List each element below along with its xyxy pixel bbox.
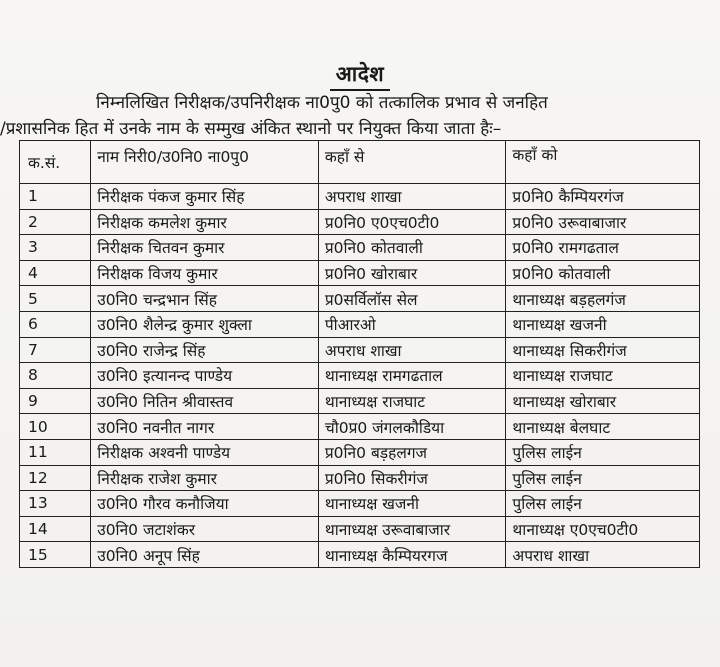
table-body — [20, 184, 700, 568]
intro-line-1: निम्नलिखित निरीक्षक/उपनिरीक्षक ना0पु0 को तत्कालिक प्रभाव से जनहित — [96, 93, 548, 113]
cell-from: पीआरओ — [318, 311, 506, 337]
header-serial: क.सं. — [20, 141, 91, 184]
table-row — [20, 542, 700, 568]
cell-to: थानाध्यक्ष बेलघाट — [506, 414, 700, 440]
cell-serial: 2 — [20, 209, 91, 235]
cell-name: उ0नि0 गौरव कनौजिया — [91, 491, 319, 517]
header-to: कहाँ को — [506, 141, 700, 184]
cell-to: थानाध्यक्ष राजघाट — [506, 363, 700, 389]
cell-serial: 3 — [20, 235, 91, 261]
cell-serial: 7 — [20, 337, 91, 363]
cell-name: निरीक्षक कमलेश कुमार — [91, 209, 319, 235]
table-row — [20, 465, 700, 491]
cell-name: निरीक्षक राजेश कुमार — [91, 465, 319, 491]
table-row — [20, 337, 700, 363]
cell-name: उ0नि0 नवनीत नागर — [91, 414, 319, 440]
table-row — [20, 491, 700, 517]
cell-name: उ0नि0 अनूप सिंह — [91, 542, 319, 568]
cell-to: पुलिस लाईन — [506, 439, 700, 465]
cell-name: उ0नि0 नितिन श्रीवास्तव — [91, 388, 319, 414]
cell-serial: 10 — [20, 414, 91, 440]
cell-name: उ0नि0 राजेन्द्र सिंह — [91, 337, 319, 363]
cell-name: निरीक्षक चितवन कुमार — [91, 235, 319, 261]
cell-serial: 12 — [20, 465, 91, 491]
cell-from: थानाध्यक्ष राजघाट — [318, 388, 506, 414]
table-row — [20, 286, 700, 312]
cell-name: निरीक्षक अश्वनी पाण्डेय — [91, 439, 319, 465]
cell-serial: 5 — [20, 286, 91, 312]
cell-from: थानाध्यक्ष खजनी — [318, 491, 506, 517]
table-row — [20, 363, 700, 389]
cell-from: चौ0प्र0 जंगलकौडिया — [318, 414, 506, 440]
table-row — [20, 209, 700, 235]
cell-serial: 15 — [20, 542, 91, 568]
cell-from: अपराध शाखा — [318, 184, 506, 210]
cell-from: थानाध्यक्ष कैम्पियरगज — [318, 542, 506, 568]
cell-to: थानाध्यक्ष खोराबार — [506, 388, 700, 414]
cell-from: प्र0नि0 खोराबार — [318, 260, 506, 286]
cell-to: पुलिस लाईन — [506, 465, 700, 491]
order-title — [0, 60, 720, 91]
table-row — [20, 235, 700, 261]
cell-name: उ0नि0 शैलेन्द्र कुमार शुक्ला — [91, 311, 319, 337]
cell-serial: 4 — [20, 260, 91, 286]
table-row — [20, 184, 700, 210]
table-row — [20, 414, 700, 440]
cell-to: प्र0नि0 रामगढताल — [506, 235, 700, 261]
cell-from: प्र0नि0 बड़हलगज — [318, 439, 506, 465]
cell-to: प्र0नि0 उरूवाबाजार — [506, 209, 700, 235]
table-row — [20, 388, 700, 414]
cell-serial: 1 — [20, 184, 91, 210]
cell-from: अपराध शाखा — [318, 337, 506, 363]
cell-to: थानाध्यक्ष बड़हलगंज — [506, 286, 700, 312]
header-from: कहाँ से — [318, 141, 506, 184]
cell-from: थानाध्यक्ष रामगढताल — [318, 363, 506, 389]
cell-serial: 8 — [20, 363, 91, 389]
cell-name: उ0नि0 चन्द्रभान सिंह — [91, 286, 319, 312]
cell-name: उ0नि0 इत्यानन्द पाण्डेय — [91, 363, 319, 389]
cell-from: थानाध्यक्ष उरूवाबाजार — [318, 516, 506, 542]
cell-to: प्र0नि0 कोतवाली — [506, 260, 700, 286]
intro-line-2: /प्रशासनिक हित में उनके नाम के सम्मुख अंकित स्थानो पर नियुक्त किया जाता हैः– — [0, 119, 502, 139]
header-name: नाम निरी0/उ0नि0 ना0पु0 — [91, 141, 319, 184]
cell-serial: 11 — [20, 439, 91, 465]
cell-from: प्र0सर्विलॉस सेल — [318, 286, 506, 312]
cell-from: प्र0नि0 ए0एच0टी0 — [318, 209, 506, 235]
cell-from: प्र0नि0 कोतवाली — [318, 235, 506, 261]
cell-to: अपराध शाखा — [506, 542, 700, 568]
table-header-row — [20, 141, 700, 184]
cell-to: थानाध्यक्ष खजनी — [506, 311, 700, 337]
cell-to: थानाध्यक्ष ए0एच0टी0 — [506, 516, 700, 542]
transfer-table — [19, 140, 700, 568]
table-row — [20, 516, 700, 542]
table-row — [20, 260, 700, 286]
cell-serial: 6 — [20, 311, 91, 337]
cell-to: थानाध्यक्ष सिकरीगंज — [506, 337, 700, 363]
cell-from: प्र0नि0 सिकरीगंज — [318, 465, 506, 491]
table-row — [20, 311, 700, 337]
cell-serial: 9 — [20, 388, 91, 414]
cell-serial: 13 — [20, 491, 91, 517]
cell-name: उ0नि0 जटाशंकर — [91, 516, 319, 542]
cell-serial: 14 — [20, 516, 91, 542]
cell-to: प्र0नि0 कैम्पियरगंज — [506, 184, 700, 210]
order-title-text: आदेश — [330, 60, 390, 91]
cell-to: पुलिस लाईन — [506, 491, 700, 517]
cell-name: निरीक्षक विजय कुमार — [91, 260, 319, 286]
table-row — [20, 439, 700, 465]
cell-name: निरीक्षक पंकज कुमार सिंह — [91, 184, 319, 210]
